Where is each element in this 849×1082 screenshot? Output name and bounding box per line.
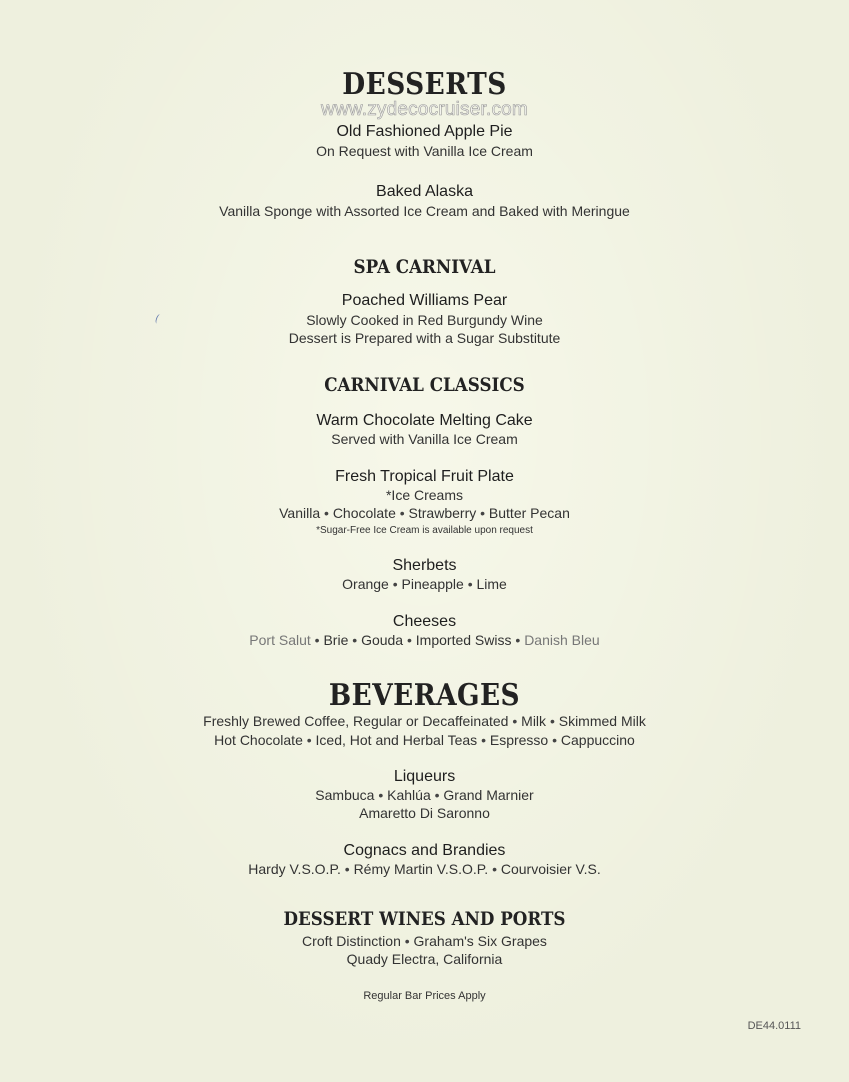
flavor-item: Strawberry [408, 505, 477, 521]
bullet: • [467, 576, 473, 592]
flavor-item: Butter Pecan [488, 505, 570, 521]
bullet: • [492, 861, 497, 877]
carnival-classics-heading: CARNIVAL CLASSICS [324, 374, 525, 396]
cognacs-title: Cognacs and Brandies [343, 842, 506, 859]
baked-alaska-title: Baked Alaska [376, 183, 473, 200]
bullet: • [344, 861, 350, 877]
liqueurs-line-1 [0, 786, 849, 805]
cheese-list [0, 631, 849, 650]
flavor-item: Chocolate [332, 505, 396, 521]
cheese-item: Port Salut [249, 632, 311, 648]
bullet: • [434, 787, 440, 803]
bullet: • [512, 713, 518, 729]
beverage-item: Iced, Hot and Herbal Teas [315, 732, 478, 748]
sherbet-item: Lime [476, 576, 507, 592]
sherbet-item: Orange [342, 576, 389, 592]
beverage-item: Cappuccino [560, 732, 635, 748]
bullet: • [352, 632, 358, 648]
beverage-item: Milk [521, 713, 547, 729]
sherbet-item: Pineapple [401, 576, 464, 592]
apple-pie-title: Old Fashioned Apple Pie [336, 123, 513, 140]
cheese-item: Brie [323, 632, 349, 648]
beverage-item: Skimmed Milk [558, 713, 646, 729]
sherbets-title: Sherbets [392, 557, 457, 574]
bullet: • [324, 505, 329, 521]
watermark: www.zydecocruiser.com [321, 99, 528, 120]
wines-line-1 [0, 932, 849, 951]
cognac-item: Rémy Martin V.S.O.P. [353, 861, 489, 877]
cheeses-title: Cheeses [392, 613, 457, 630]
pear-desc-2: Dessert is Prepared with a Sugar Substitute [288, 330, 561, 346]
sherbet-flavors [0, 575, 849, 594]
bullet: • [552, 732, 558, 748]
liqueurs-title: Liqueurs [393, 768, 456, 785]
bullet: • [399, 505, 405, 521]
liqueur-item: Sambuca [315, 787, 375, 803]
bullet: • [392, 576, 398, 592]
menu-code: DE44.0111 [747, 1020, 801, 1032]
cake-title: Warm Chocolate Melting Cake [316, 412, 533, 429]
cognac-item: Courvoisier V.S. [500, 861, 601, 877]
bullet: • [306, 732, 312, 748]
beverages-line-2 [0, 731, 849, 750]
flavor-item: Vanilla [279, 505, 321, 521]
bullet: • [549, 713, 555, 729]
fruit-plate-title: Fresh Tropical Fruit Plate [335, 468, 514, 485]
ice-creams-heading: *Ice Creams [385, 487, 464, 503]
beverage-item: Espresso [489, 732, 549, 748]
cake-desc: Served with Vanilla Ice Cream [331, 431, 518, 447]
cognac-item: Hardy V.S.O.P. [248, 861, 341, 877]
bullet: • [481, 732, 486, 748]
liqueurs-line-2: Amaretto Di Saronno [359, 805, 490, 821]
dessert-wines-heading: DESSERT WINES AND PORTS [283, 908, 566, 930]
bullet: • [480, 505, 486, 521]
sugar-free-note: *Sugar-Free Ice Cream is available upon request [316, 525, 533, 536]
cheese-item: Danish Bleu [524, 632, 600, 648]
desserts-heading: DESSERTS [342, 67, 507, 102]
wine-item: Croft Distinction [302, 933, 401, 949]
spa-carnival-heading: SPA CARNIVAL [353, 256, 496, 278]
bullet: • [404, 933, 410, 949]
beverages-heading: BEVERAGES [328, 678, 521, 713]
wine-item: Graham's Six Grapes [413, 933, 547, 949]
bullet: • [314, 632, 320, 648]
wines-line-2: Quady Electra, California [346, 951, 503, 967]
bar-prices-note: Regular Bar Prices Apply [363, 990, 486, 1002]
beverages-line-1 [0, 712, 849, 731]
liqueur-item: Grand Marnier [443, 787, 534, 803]
apple-pie-desc: On Request with Vanilla Ice Cream [316, 143, 533, 159]
cheese-item: Gouda [361, 632, 404, 648]
baked-alaska-desc: Vanilla Sponge with Assorted Ice Cream and Baked with Meringue [219, 203, 630, 219]
pear-desc-1: Slowly Cooked in Red Burgundy Wine [306, 312, 543, 328]
beverage-item: Freshly Brewed Coffee, Regular or Decaffeinated [203, 713, 509, 729]
ice-cream-flavors [0, 504, 849, 523]
bullet: • [407, 632, 412, 648]
cognacs-list [0, 860, 849, 879]
cheese-item: Imported Swiss [415, 632, 512, 648]
liqueur-item: Kahlúa [387, 787, 431, 803]
pear-title: Poached Williams Pear [341, 292, 508, 309]
bullet: • [378, 787, 384, 803]
beverage-item: Hot Chocolate [214, 732, 303, 748]
bullet: • [515, 632, 521, 648]
